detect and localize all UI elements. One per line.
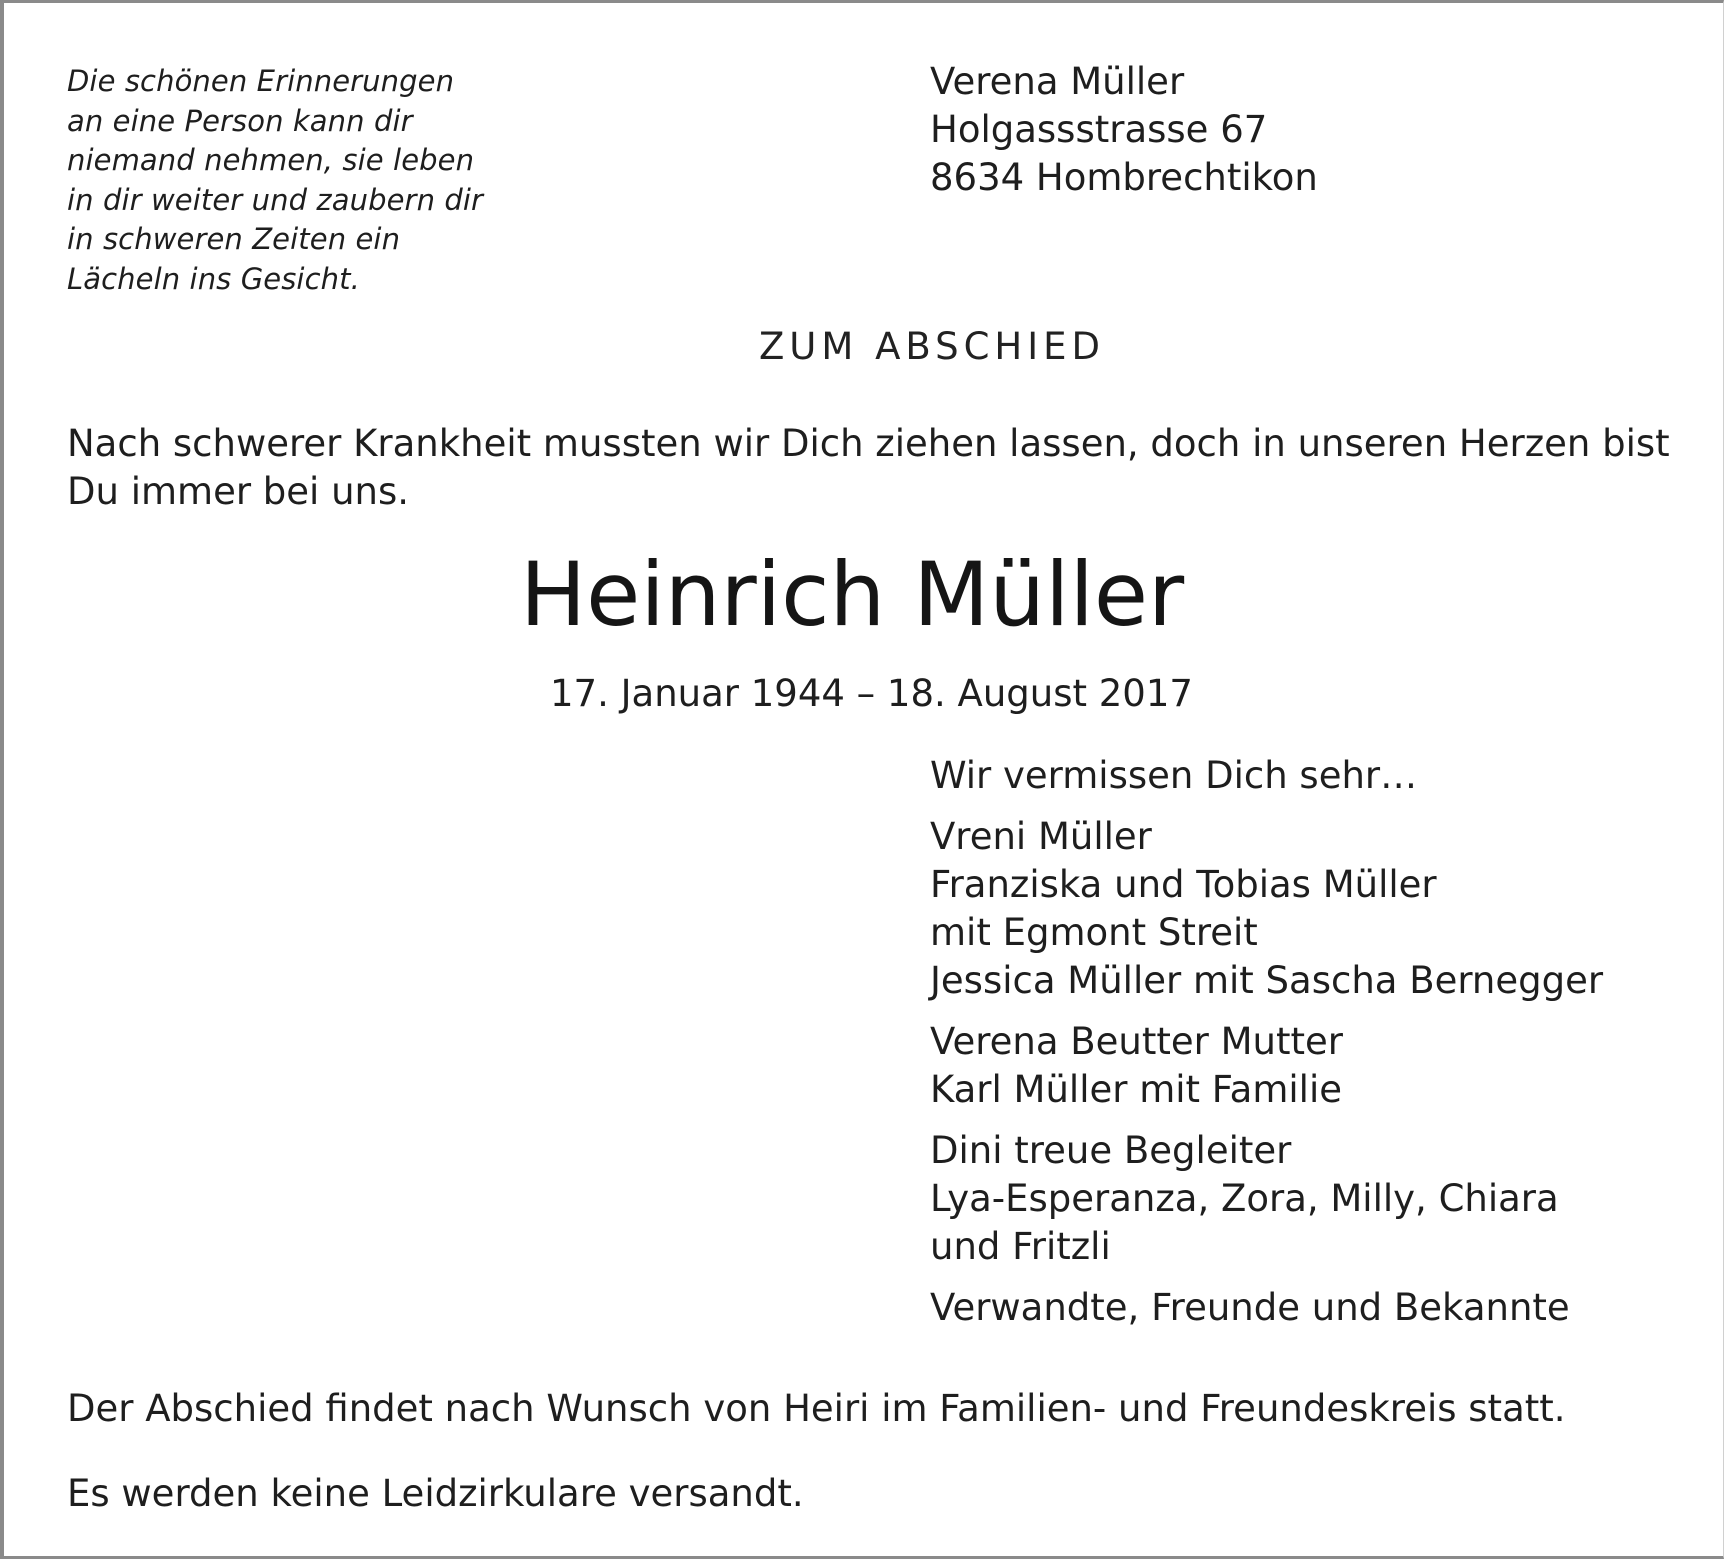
intro-line: Du immer bei uns. (67, 470, 410, 513)
address-line: 8634 Hombrechtikon (930, 156, 1318, 199)
mourner-line: Lya-Esperanza, Zora, Milly, Chiara (930, 1177, 1559, 1220)
intro-text (67, 420, 1670, 516)
mourners-group (930, 1018, 1603, 1114)
notice-heading (0, 325, 1724, 368)
note-line: Der Abschied findet nach Wunsch von Heiri im Familien- und Freundeskreis statt. (67, 1387, 1566, 1430)
intro-line: Nach schwerer Krankheit mussten wir Dich ziehen lassen, doch in unseren Herzen bist (67, 422, 1670, 465)
mourner-line: Karl Müller mit Familie (930, 1068, 1343, 1111)
mourners-group (930, 813, 1603, 1005)
note-line: Es werden keine Leidzirkulare versandt. (67, 1472, 804, 1515)
mourner-line: Verena Beutter Mutter (930, 1020, 1343, 1063)
quote-line: an eine Person kann dir (67, 103, 413, 138)
quote-line: Die schönen Erinnerungen (67, 64, 455, 98)
address-line: Verena Müller (930, 60, 1185, 103)
mourners-group (930, 1127, 1603, 1271)
mourner-line: mit Egmont Streit (930, 911, 1258, 954)
quote-line: niemand nehmen, sie leben (67, 143, 475, 177)
deceased-name: Heinrich Müller (520, 543, 1185, 646)
contact-address (930, 58, 1318, 202)
mourners-list (930, 752, 1603, 1345)
mourner-line: Dini treue Begleiter (930, 1129, 1292, 1172)
quote-line: Lächeln ins Gesicht. (67, 261, 360, 296)
mourners-group (930, 752, 1603, 800)
heading-text: ZUM ABSCHIED (758, 325, 1106, 368)
mourner-line: und Fritzli (930, 1225, 1111, 1268)
life-dates: 17. Januar 1944 – 18. August 2017 (550, 672, 1193, 715)
quote-line: in schweren Zeiten ein (67, 222, 401, 256)
mourners-group (930, 1284, 1603, 1332)
address-line: Holgassstrasse 67 (930, 108, 1268, 151)
mourner-line: Franziska und Tobias Müller (930, 863, 1437, 906)
mourner-line: Wir vermissen Dich sehr… (930, 754, 1418, 797)
closing-notes (67, 1385, 1566, 1555)
mourner-line: Vreni Müller (930, 815, 1152, 858)
memorial-quote (67, 62, 527, 299)
quote-line: in dir weiter und zaubern dir (67, 182, 484, 217)
mourner-line: Verwandte, Freunde und Bekannte (930, 1286, 1570, 1329)
mourner-line: Jessica Müller mit Sascha Bernegger (930, 959, 1604, 1002)
